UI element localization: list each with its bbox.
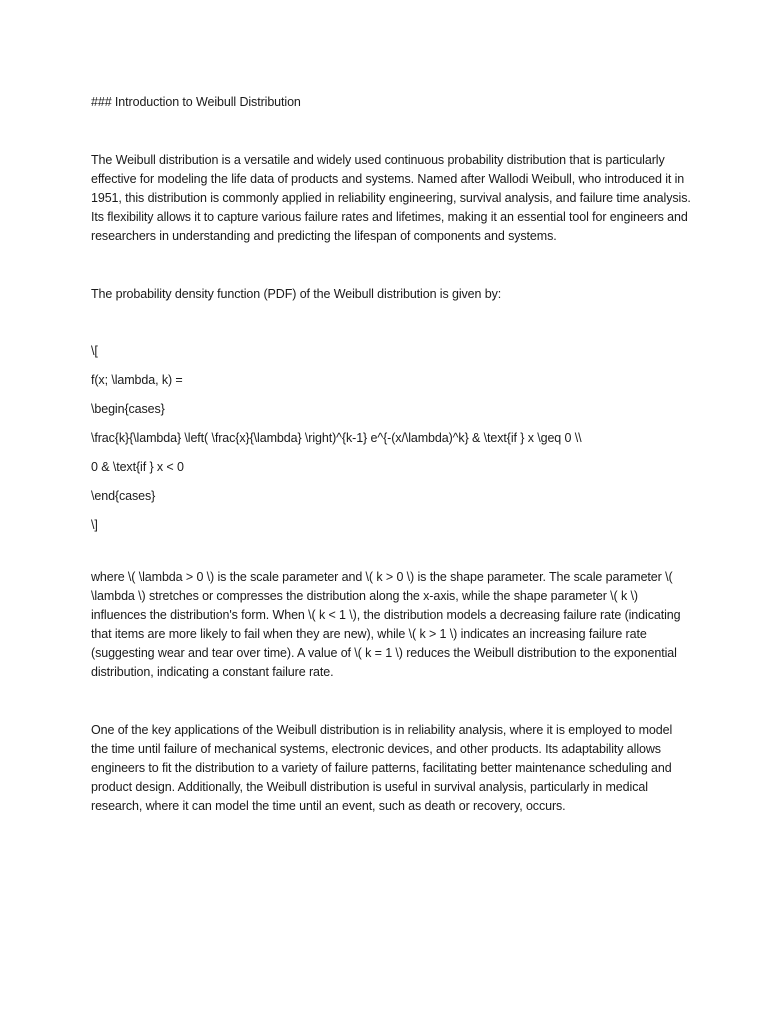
spacer bbox=[91, 246, 691, 285]
formula-line: \frac{k}{\lambda} \left( \frac{x}{\lambda} \right)^{k-1} e^{-(x/\lambda)^k} & \text{if } x \geq 0 \\ bbox=[91, 431, 582, 445]
formula-line: \begin{cases} bbox=[91, 402, 165, 416]
parameters-paragraph: where \( \lambda > 0 \) is the scale parameter and \( k > 0 \) is the shape parameter. The scale parameter \( \lambda \) stretches or compresses the distribution along the x-axis, while the shape parameter \( k \) influences the distribution's form. When \( k < 1 \), the distribution models a decreasing failure rate (indicating that items are more likely to fail when they are new), while \( k > 1 \) indicates an increasing failure rate (suggesting wear and tear over time). A value of \( k = 1 \) reduces the Weibull distribution to the exponential distribution, indicating a constant failure rate. bbox=[91, 570, 681, 679]
spacer bbox=[91, 545, 691, 568]
spacer bbox=[91, 112, 691, 151]
applications-paragraph: One of the key applications of the Weibull distribution is in reliability analysis, where it is employed to model the time until failure of mechanical systems, electronic devices, and other products. Its adaptability allows engineers to fit the distribution to a variety of failure patterns, facilitating better maintenance scheduling and product design. Additionally, the Weibull distribution is useful in survival analysis, particularly in medical research, where it can model the time until an event, such as death or recovery, occurs. bbox=[91, 723, 673, 813]
formula-block bbox=[91, 342, 691, 545]
formula-line: \end{cases} bbox=[91, 489, 156, 503]
formula-line: 0 & \text{if } x < 0 bbox=[91, 460, 184, 474]
spacer bbox=[91, 682, 691, 721]
document-body bbox=[91, 93, 691, 816]
intro-paragraph: The Weibull distribution is a versatile and widely used continuous probability distribution that is particularly effective for modeling the life data of products and systems. Named after Wallodi Weibull, who introduced it in 1951, this distribution is commonly applied in reliability engineering, survival analysis, and failure time analysis. Its flexibility allows it to capture various failure rates and lifetimes, making it an essential tool for engineers and researchers in understanding and predicting the lifespan of components and systems. bbox=[91, 153, 691, 243]
formula-line: \[ bbox=[91, 344, 98, 358]
spacer bbox=[91, 304, 691, 343]
formula-line: \] bbox=[91, 518, 98, 532]
pdf-intro-paragraph: The probability density function (PDF) of the Weibull distribution is given by: bbox=[91, 287, 502, 301]
formula-line: f(x; \lambda, k) = bbox=[91, 373, 183, 387]
section-heading: ### Introduction to Weibull Distribution bbox=[91, 95, 301, 109]
